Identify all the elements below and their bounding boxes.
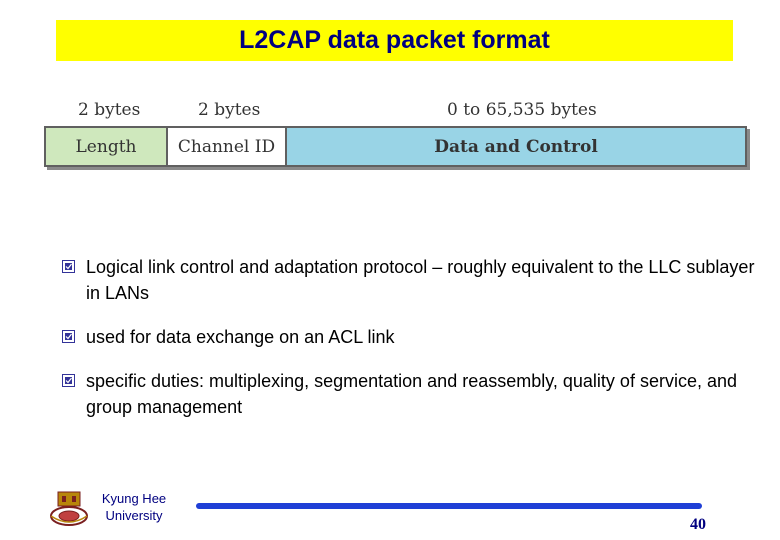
size-label-data: 0 to 65,535 bytes <box>447 100 597 120</box>
size-label-channel: 2 bytes <box>198 100 261 120</box>
bullet-text: specific duties: multiplexing, segmentation and reassembly, quality of service, and group management <box>86 371 737 417</box>
page-number: 40 <box>690 516 706 533</box>
bullet-text: Logical link control and adaptation protocol – roughly equivalent to the LLC sublayer in LANs <box>86 257 755 303</box>
university-logo-icon <box>48 490 90 528</box>
size-label-length: 2 bytes <box>78 100 141 120</box>
bullet-text: used for data exchange on an ACL link <box>86 327 395 347</box>
checkbox-bullet-icon <box>62 260 75 273</box>
field-length: Length <box>46 128 168 165</box>
packet-diagram <box>0 0 780 200</box>
university-name-line1: Kyung Hee <box>101 491 167 506</box>
field-data-and-control: Data and Control <box>287 128 745 165</box>
footer-divider <box>196 503 702 509</box>
slide-title: L2CAP data packet format <box>239 26 550 54</box>
checkbox-bullet-icon <box>62 374 75 387</box>
university-name <box>94 490 174 524</box>
field-channel-id: Channel ID <box>168 128 287 165</box>
packet-field-row <box>44 126 747 167</box>
checkbox-bullet-icon <box>62 330 75 343</box>
university-name-line2: University <box>105 508 163 523</box>
